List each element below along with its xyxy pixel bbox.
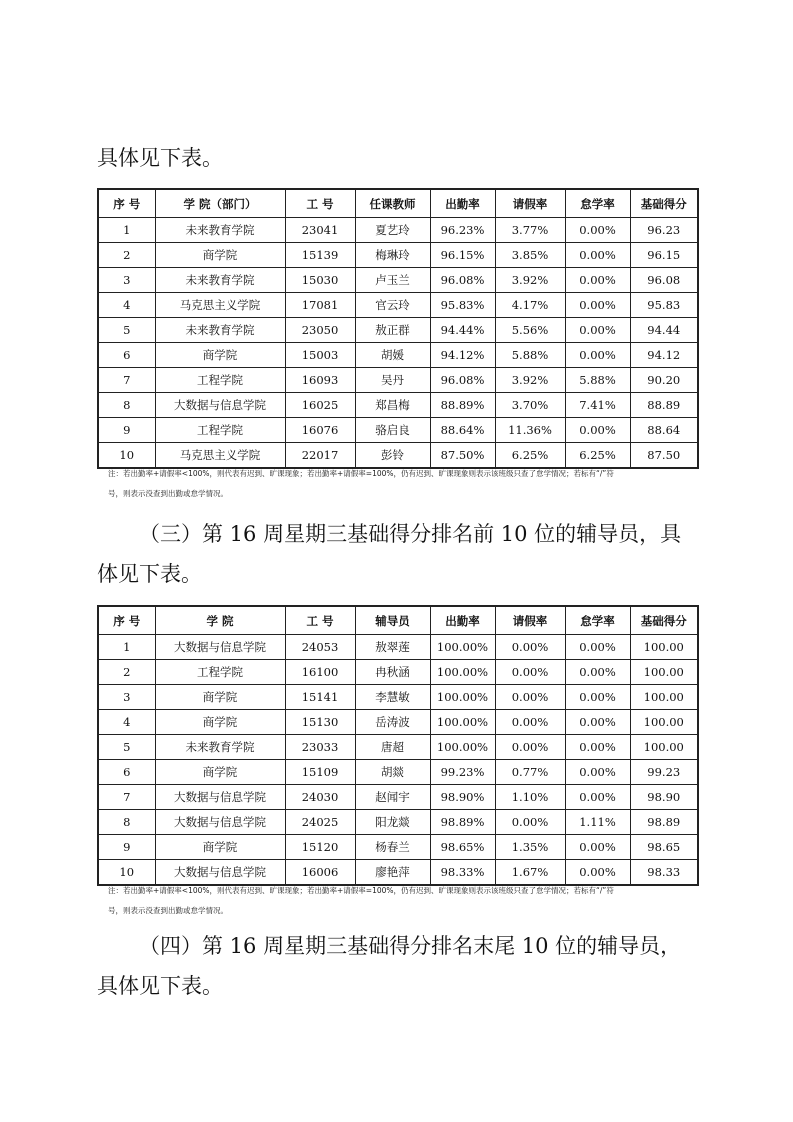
table-row	[98, 293, 698, 318]
cell-name: 廖艳萍	[355, 860, 430, 886]
cell-index: 7	[98, 785, 155, 810]
cell-staff-id: 17081	[285, 293, 355, 318]
cell-index: 10	[98, 860, 155, 886]
teacher-ranking-table	[97, 188, 699, 469]
col-header-truancy: 怠学率	[565, 189, 630, 218]
cell-college: 未来教育学院	[155, 218, 285, 243]
cell-name: 冉秋涵	[355, 660, 430, 685]
cell-score: 100.00	[630, 635, 698, 660]
cell-leave: 6.25%	[495, 443, 565, 469]
cell-truancy: 0.00%	[565, 735, 630, 760]
col-header-attendance: 出勤率	[430, 189, 495, 218]
cell-college: 商学院	[155, 760, 285, 785]
cell-attendance: 96.08%	[430, 268, 495, 293]
table-row	[98, 243, 698, 268]
cell-truancy: 0.00%	[565, 685, 630, 710]
cell-score: 100.00	[630, 660, 698, 685]
cell-college: 马克思主义学院	[155, 293, 285, 318]
cell-truancy: 0.00%	[565, 635, 630, 660]
cell-index: 1	[98, 218, 155, 243]
cell-leave: 3.77%	[495, 218, 565, 243]
cell-truancy: 5.88%	[565, 368, 630, 393]
table-row	[98, 710, 698, 735]
cell-name: 唐超	[355, 735, 430, 760]
cell-leave: 5.56%	[495, 318, 565, 343]
cell-name: 官云玲	[355, 293, 430, 318]
cell-attendance: 100.00%	[430, 710, 495, 735]
cell-attendance: 95.83%	[430, 293, 495, 318]
cell-index: 2	[98, 243, 155, 268]
cell-truancy: 0.00%	[565, 268, 630, 293]
table-row	[98, 860, 698, 886]
intro-paragraph-end: 具体见下表。	[97, 146, 223, 170]
counselor-top10-table	[97, 605, 699, 886]
cell-attendance: 100.00%	[430, 685, 495, 710]
table-row	[98, 785, 698, 810]
cell-truancy: 0.00%	[565, 293, 630, 318]
cell-staff-id: 24030	[285, 785, 355, 810]
cell-staff-id: 23041	[285, 218, 355, 243]
cell-attendance: 94.44%	[430, 318, 495, 343]
table-row	[98, 393, 698, 418]
cell-college: 商学院	[155, 835, 285, 860]
col-header-leave: 请假率	[495, 189, 565, 218]
col-header-teacher: 任课教师	[355, 189, 430, 218]
cell-staff-id: 15030	[285, 268, 355, 293]
col-header-staff-id: 工 号	[285, 606, 355, 635]
cell-index: 9	[98, 835, 155, 860]
cell-truancy: 0.00%	[565, 660, 630, 685]
cell-leave: 4.17%	[495, 293, 565, 318]
cell-college: 大数据与信息学院	[155, 785, 285, 810]
cell-college: 商学院	[155, 685, 285, 710]
table-row	[98, 660, 698, 685]
cell-attendance: 96.15%	[430, 243, 495, 268]
cell-index: 2	[98, 660, 155, 685]
cell-staff-id: 15003	[285, 343, 355, 368]
cell-score: 98.90	[630, 785, 698, 810]
cell-staff-id: 16076	[285, 418, 355, 443]
cell-college: 大数据与信息学院	[155, 635, 285, 660]
col-header-score: 基础得分	[630, 189, 698, 218]
cell-staff-id: 16006	[285, 860, 355, 886]
cell-score: 98.65	[630, 835, 698, 860]
cell-staff-id: 16100	[285, 660, 355, 685]
table-header-row	[98, 606, 698, 635]
cell-staff-id: 15109	[285, 760, 355, 785]
table2-note-line1: 注：若出勤率+请假率<100%，则代表有迟到、旷课现象；若出勤率+请假率=100%，仍有迟到、旷课现象则表示该班级只查了怠学情况；若标有“/”符	[108, 886, 614, 895]
cell-college: 商学院	[155, 710, 285, 735]
cell-college: 马克思主义学院	[155, 443, 285, 469]
cell-truancy: 0.00%	[565, 318, 630, 343]
cell-attendance: 100.00%	[430, 635, 495, 660]
cell-name: 卢玉兰	[355, 268, 430, 293]
table1-note-line1: 注：若出勤率+请假率<100%，则代表有迟到、旷课现象；若出勤率+请假率=100%，仍有迟到、旷课现象则表示该班级只查了怠学情况；若标有“/”符	[108, 469, 614, 478]
cell-name: 彭铃	[355, 443, 430, 469]
cell-score: 88.64	[630, 418, 698, 443]
table-row	[98, 810, 698, 835]
cell-staff-id: 24053	[285, 635, 355, 660]
cell-attendance: 88.89%	[430, 393, 495, 418]
col-header-counselor: 辅导员	[355, 606, 430, 635]
cell-attendance: 96.23%	[430, 218, 495, 243]
cell-leave: 0.77%	[495, 760, 565, 785]
cell-college: 工程学院	[155, 368, 285, 393]
cell-staff-id: 15130	[285, 710, 355, 735]
cell-staff-id: 15139	[285, 243, 355, 268]
col-header-college: 学 院（部门）	[155, 189, 285, 218]
cell-score: 96.15	[630, 243, 698, 268]
cell-college: 工程学院	[155, 660, 285, 685]
cell-index: 7	[98, 368, 155, 393]
col-header-truancy: 怠学率	[565, 606, 630, 635]
cell-attendance: 98.90%	[430, 785, 495, 810]
cell-truancy: 6.25%	[565, 443, 630, 469]
table1-note-line2: 号，则表示没查到出勤或怠学情况。	[108, 489, 228, 498]
cell-score: 100.00	[630, 685, 698, 710]
cell-index: 3	[98, 268, 155, 293]
cell-index: 6	[98, 760, 155, 785]
cell-staff-id: 22017	[285, 443, 355, 469]
cell-name: 吴丹	[355, 368, 430, 393]
cell-score: 90.20	[630, 368, 698, 393]
cell-college: 商学院	[155, 343, 285, 368]
table-row	[98, 418, 698, 443]
cell-truancy: 1.11%	[565, 810, 630, 835]
cell-attendance: 98.65%	[430, 835, 495, 860]
cell-college: 商学院	[155, 243, 285, 268]
cell-truancy: 0.00%	[565, 710, 630, 735]
cell-name: 骆启良	[355, 418, 430, 443]
cell-name: 敖正群	[355, 318, 430, 343]
cell-score: 87.50	[630, 443, 698, 469]
cell-attendance: 94.12%	[430, 343, 495, 368]
table-row	[98, 735, 698, 760]
cell-name: 李慧敏	[355, 685, 430, 710]
col-header-staff-id: 工 号	[285, 189, 355, 218]
cell-name: 胡燚	[355, 760, 430, 785]
cell-index: 8	[98, 393, 155, 418]
teacher-table-body	[98, 218, 698, 469]
cell-truancy: 0.00%	[565, 835, 630, 860]
cell-truancy: 0.00%	[565, 418, 630, 443]
cell-name: 夏艺玲	[355, 218, 430, 243]
cell-leave: 0.00%	[495, 635, 565, 660]
cell-leave: 1.10%	[495, 785, 565, 810]
cell-name: 敖翠莲	[355, 635, 430, 660]
col-header-score: 基础得分	[630, 606, 698, 635]
cell-index: 6	[98, 343, 155, 368]
cell-score: 98.89	[630, 810, 698, 835]
cell-index: 5	[98, 318, 155, 343]
cell-college: 大数据与信息学院	[155, 860, 285, 886]
cell-attendance: 98.33%	[430, 860, 495, 886]
table-row	[98, 218, 698, 243]
cell-leave: 0.00%	[495, 735, 565, 760]
table2-note-line2: 号，则表示没查到出勤或怠学情况。	[108, 906, 228, 915]
cell-staff-id: 16093	[285, 368, 355, 393]
cell-leave: 0.00%	[495, 660, 565, 685]
counselor-table-body	[98, 635, 698, 886]
cell-name: 岳涛波	[355, 710, 430, 735]
cell-college: 未来教育学院	[155, 318, 285, 343]
col-header-attendance: 出勤率	[430, 606, 495, 635]
cell-score: 100.00	[630, 735, 698, 760]
cell-score: 94.12	[630, 343, 698, 368]
cell-college: 未来教育学院	[155, 735, 285, 760]
cell-index: 5	[98, 735, 155, 760]
table-row	[98, 835, 698, 860]
cell-college: 未来教育学院	[155, 268, 285, 293]
cell-name: 梅琳玲	[355, 243, 430, 268]
cell-score: 88.89	[630, 393, 698, 418]
cell-leave: 5.88%	[495, 343, 565, 368]
cell-name: 胡媛	[355, 343, 430, 368]
cell-truancy: 7.41%	[565, 393, 630, 418]
cell-staff-id: 16025	[285, 393, 355, 418]
cell-score: 96.23	[630, 218, 698, 243]
table-row	[98, 343, 698, 368]
cell-leave: 3.85%	[495, 243, 565, 268]
cell-score: 100.00	[630, 710, 698, 735]
cell-leave: 0.00%	[495, 710, 565, 735]
table-row	[98, 368, 698, 393]
table-row	[98, 685, 698, 710]
col-header-index: 序 号	[98, 189, 155, 218]
cell-index: 4	[98, 293, 155, 318]
cell-staff-id: 23050	[285, 318, 355, 343]
cell-score: 99.23	[630, 760, 698, 785]
cell-leave: 3.92%	[495, 368, 565, 393]
cell-staff-id: 24025	[285, 810, 355, 835]
col-header-leave: 请假率	[495, 606, 565, 635]
cell-truancy: 0.00%	[565, 785, 630, 810]
section4-heading: （四）第 16 周星期三基础得分排名末尾 10 位的辅导员，具体见下表。	[97, 934, 682, 998]
cell-staff-id: 23033	[285, 735, 355, 760]
table-row	[98, 635, 698, 660]
cell-leave: 3.70%	[495, 393, 565, 418]
cell-attendance: 100.00%	[430, 660, 495, 685]
cell-attendance: 88.64%	[430, 418, 495, 443]
cell-staff-id: 15141	[285, 685, 355, 710]
cell-truancy: 0.00%	[565, 760, 630, 785]
cell-leave: 0.00%	[495, 685, 565, 710]
cell-leave: 1.67%	[495, 860, 565, 886]
cell-index: 9	[98, 418, 155, 443]
cell-college: 工程学院	[155, 418, 285, 443]
cell-name: 郑昌梅	[355, 393, 430, 418]
cell-name: 赵闻宇	[355, 785, 430, 810]
cell-college: 大数据与信息学院	[155, 810, 285, 835]
cell-name: 杨春兰	[355, 835, 430, 860]
cell-truancy: 0.00%	[565, 243, 630, 268]
cell-leave: 1.35%	[495, 835, 565, 860]
cell-index: 4	[98, 710, 155, 735]
cell-score: 95.83	[630, 293, 698, 318]
table-row	[98, 443, 698, 469]
cell-score: 98.33	[630, 860, 698, 886]
cell-college: 大数据与信息学院	[155, 393, 285, 418]
cell-truancy: 0.00%	[565, 343, 630, 368]
cell-attendance: 96.08%	[430, 368, 495, 393]
cell-index: 1	[98, 635, 155, 660]
cell-score: 94.44	[630, 318, 698, 343]
table-row	[98, 760, 698, 785]
cell-truancy: 0.00%	[565, 860, 630, 886]
cell-attendance: 99.23%	[430, 760, 495, 785]
cell-attendance: 98.89%	[430, 810, 495, 835]
table-row	[98, 318, 698, 343]
table-row	[98, 268, 698, 293]
cell-name: 阳龙燚	[355, 810, 430, 835]
cell-attendance: 100.00%	[430, 735, 495, 760]
cell-index: 8	[98, 810, 155, 835]
cell-attendance: 87.50%	[430, 443, 495, 469]
cell-staff-id: 15120	[285, 835, 355, 860]
cell-leave: 11.36%	[495, 418, 565, 443]
cell-score: 96.08	[630, 268, 698, 293]
cell-index: 10	[98, 443, 155, 469]
cell-leave: 0.00%	[495, 810, 565, 835]
table-header-row	[98, 189, 698, 218]
cell-index: 3	[98, 685, 155, 710]
cell-leave: 3.92%	[495, 268, 565, 293]
cell-truancy: 0.00%	[565, 218, 630, 243]
section3-heading: （三）第 16 周星期三基础得分排名前 10 位的辅导员，具体见下表。	[97, 522, 682, 586]
col-header-college: 学 院	[155, 606, 285, 635]
col-header-index: 序 号	[98, 606, 155, 635]
